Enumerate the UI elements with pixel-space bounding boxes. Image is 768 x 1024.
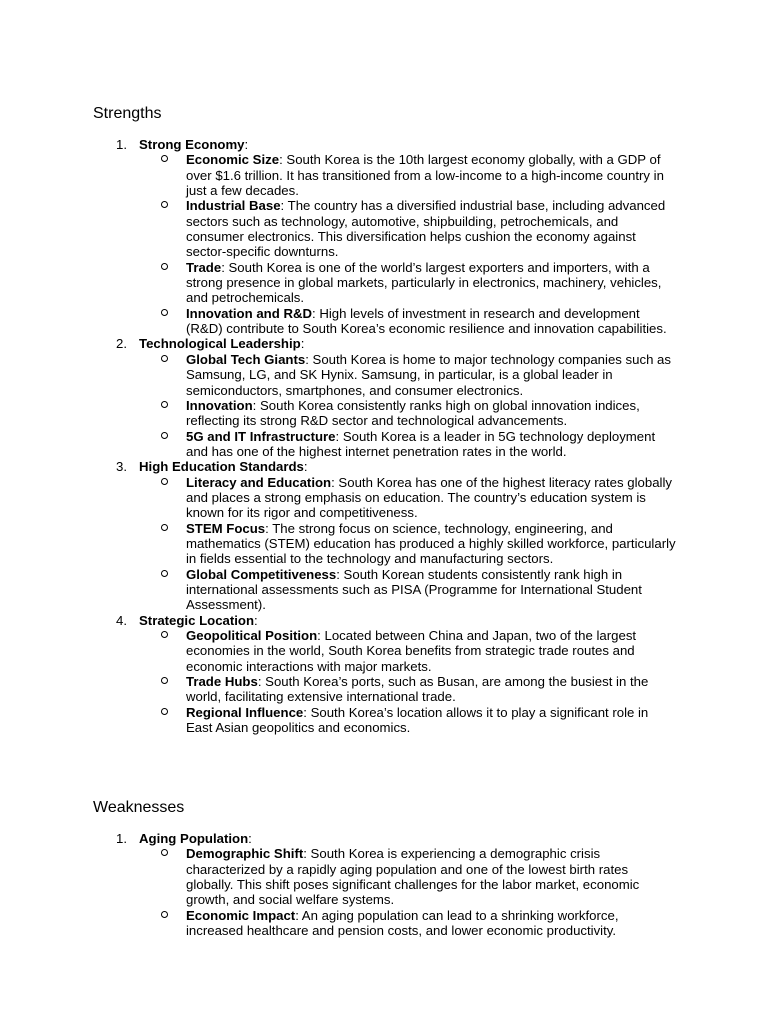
hollow-circle-bullet-icon — [161, 201, 168, 208]
hollow-circle-bullet-icon — [161, 677, 168, 684]
sub-item-text: : South Korea is the 10th largest economy globally, with a GDP of over $1.6 trillion. It has transitioned from a low-income to a high-income country in just a few decades. — [186, 152, 664, 199]
strengths-list — [0, 137, 768, 735]
heading-strengths: Strengths — [93, 105, 162, 122]
sub-item-text: : South Korea has one of the highest literacy rates globally and places a strong emphasis on education. The country’s education system is known for its rigor and competitiveness. — [186, 474, 672, 521]
sub-item-title: Trade Hubs — [186, 674, 258, 690]
hollow-circle-bullet-icon — [161, 708, 168, 715]
list-item-number: 1. — [116, 137, 127, 152]
sub-item-text: : South Korea’s location allows it to play a significant role in East Asian geopolitics and economics. — [186, 704, 649, 736]
sub-item-text: : The strong focus on science, technology, engineering, and mathematics (STEM) education has produced a highly skilled workforce, particularly in fields essential to the technology and manufacturing sectors. — [186, 520, 676, 567]
sub-list-item — [0, 260, 768, 306]
hollow-circle-bullet-icon — [161, 309, 168, 316]
sub-list-item — [0, 398, 768, 429]
sub-item-text: : South Korea’s ports, such as Busan, are among the busiest in the world, facilitating extensive international trade. — [186, 674, 649, 705]
hollow-circle-bullet-icon — [161, 849, 168, 856]
sub-item-text: : South Korean students consistently rank high in international assessments such as PISA (Programme for International Student Assessment). — [186, 566, 642, 613]
list-item-colon: : — [248, 831, 252, 846]
sub-item-title: Global Tech Giants — [186, 351, 306, 367]
sub-item-title: 5G and IT Infrastructure — [186, 428, 336, 444]
sub-list-item — [0, 846, 768, 907]
list-item-colon: : — [303, 459, 308, 475]
sub-list-item — [0, 908, 768, 939]
sub-item-title: Regional Influence — [186, 704, 304, 720]
sub-item-title: Industrial Base — [186, 198, 281, 214]
hollow-circle-bullet-icon — [161, 155, 168, 162]
list-item-title: Strategic Location — [139, 612, 255, 628]
hollow-circle-bullet-icon — [161, 263, 168, 270]
list-item-heading — [0, 137, 768, 152]
list-item-colon: : — [254, 612, 258, 628]
sub-item-text: : Located between China and Japan, two of the largest economies in the world, South Korea benefits from strategic trade routes and economic interactions with major markets. — [186, 628, 637, 674]
sub-item-title: STEM Focus — [186, 520, 266, 536]
sub-item-title: Economic Size — [186, 152, 280, 168]
sub-list-item — [0, 705, 768, 736]
hollow-circle-bullet-icon — [161, 355, 168, 362]
list-item-colon: : — [244, 137, 249, 152]
hollow-circle-bullet-icon — [161, 570, 168, 577]
sub-item-title: Innovation — [186, 397, 253, 413]
hollow-circle-bullet-icon — [161, 478, 168, 485]
sub-item-title: Literacy and Education — [186, 474, 332, 490]
list-item-title: Aging Population — [139, 831, 249, 846]
list-item-number: 2. — [116, 336, 127, 352]
sub-item-title: Economic Impact — [186, 907, 296, 923]
sub-list-item — [0, 152, 768, 198]
list-item-heading — [0, 336, 768, 351]
list-item-title: Technological Leadership — [139, 336, 301, 352]
list-item-colon: : — [300, 336, 305, 352]
sub-item-title: Innovation and R&D — [186, 305, 313, 321]
sub-list-item — [0, 567, 768, 613]
hollow-circle-bullet-icon — [161, 911, 168, 918]
sub-list-item — [0, 674, 768, 705]
sub-item-text: : South Korea is a leader in 5G technology deployment and has one of the highest internet penetration rates in the world. — [186, 428, 656, 459]
sub-item-text: : An aging population can lead to a shrinking workforce, increased healthcare and pension costs, and lower economic productivity. — [186, 907, 619, 939]
sub-list-item — [0, 628, 768, 674]
list-item — [0, 137, 768, 336]
heading-weaknesses: Weaknesses — [93, 799, 185, 816]
list-item — [0, 459, 768, 612]
sub-item-title: Geopolitical Position — [186, 628, 318, 643]
list-item-heading — [0, 459, 768, 474]
weaknesses-list — [0, 831, 768, 938]
sub-item-text: : South Korea consistently ranks high on global innovation indices, reflecting its strong R&D sector and technological advancements. — [186, 397, 640, 429]
list-item-title: High Education Standards — [139, 459, 304, 475]
list-item-number: 1. — [116, 831, 127, 846]
sub-list-item — [0, 306, 768, 337]
sub-item-title: Trade — [186, 259, 222, 275]
sub-item-text: : South Korea is home to major technology companies such as Samsung, LG, and SK Hynix. Samsung, in particular, is a global leader in semiconductors, smartphones, and consumer electronics. — [186, 351, 671, 398]
sub-item-text: : South Korea is experiencing a demographic crisis characterized by a rapidly aging population and one of the lowest birth rates globally. This shift poses significant challenges for the labor market, economic growth, and social welfare systems. — [186, 846, 640, 908]
list-item — [0, 613, 768, 736]
sub-list-item — [0, 352, 768, 398]
sub-item-text: : High levels of investment in research and development (R&D) contribute to South Korea’s economic resilience and innovation capabilities. — [186, 305, 667, 337]
sub-item-text: : The country has a diversified industrial base, including advanced sectors such as technology, automotive, shipbuilding, petrochemicals, and consumer electronics. This diversification helps cushion the economy against sector-specific downturns. — [186, 198, 666, 260]
hollow-circle-bullet-icon — [161, 432, 168, 439]
list-item — [0, 831, 768, 938]
sub-list-item — [0, 198, 768, 259]
sub-item-title: Demographic Shift — [186, 846, 304, 862]
hollow-circle-bullet-icon — [161, 631, 168, 638]
list-item — [0, 336, 768, 459]
sub-list-item — [0, 521, 768, 567]
list-item-number: 4. — [116, 612, 127, 628]
sub-item-title: Global Competitiveness — [186, 566, 337, 582]
list-item-number: 3. — [116, 459, 127, 475]
hollow-circle-bullet-icon — [161, 401, 168, 408]
list-item-heading — [0, 613, 768, 628]
sub-item-text: : South Korea is one of the world’s largest exporters and importers, with a strong presence in global markets, particularly in electronics, machinery, vehicles, and petrochemicals. — [186, 259, 662, 306]
sub-list-item — [0, 429, 768, 460]
list-item-title: Strong Economy — [139, 137, 245, 152]
list-item-heading — [0, 831, 768, 846]
hollow-circle-bullet-icon — [161, 524, 168, 531]
sub-list-item — [0, 475, 768, 521]
